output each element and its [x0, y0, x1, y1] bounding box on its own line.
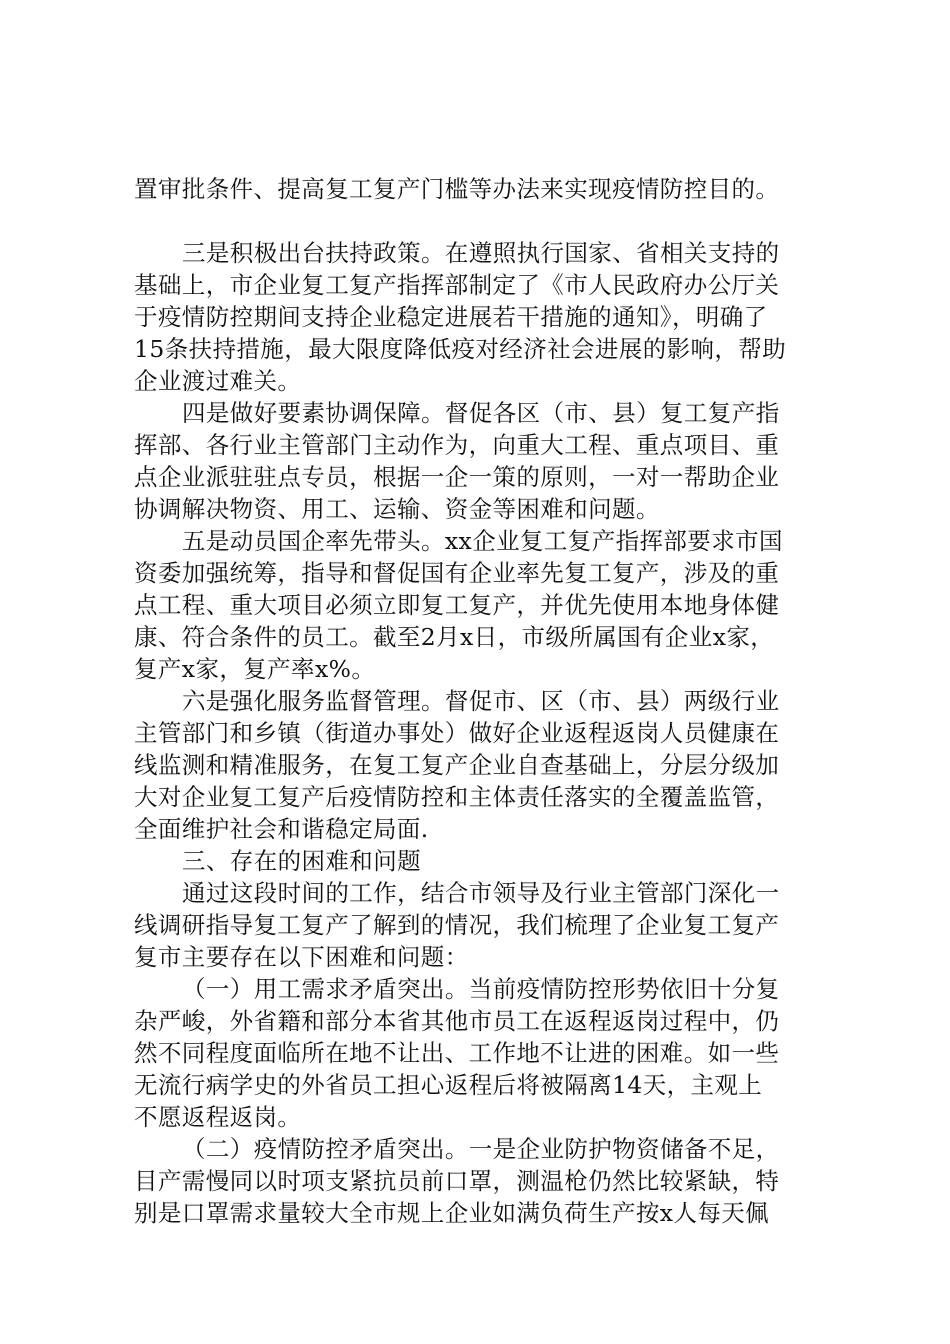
text-line: 全面维护社会和谐稳定局面.	[134, 815, 429, 843]
text-line: 协调解决物资、用工、运输、资金等困难和问题。	[134, 495, 660, 523]
text-line: 康、符合条件的员工。截至2月x日，市级所属国有企业x家，	[134, 623, 775, 651]
text-line: 15条扶持措施，最大限度降低疫对经济社会进展的影响，帮助	[134, 335, 787, 363]
paragraph-start-line: 四是做好要素协调保障。督促各区（市、县）复工复产指	[182, 399, 780, 427]
text-line: 目产需慢同以时项支紧抗员前口罩，测温枪仍然比较紧缺，特	[134, 1167, 780, 1195]
text-line: 然不同程度面临所在地不让出、工作地不让进的困难。如一些	[134, 1039, 780, 1067]
section-heading: 三、存在的困难和问题	[182, 847, 421, 875]
text-line: 企业渡过难关。	[134, 367, 302, 395]
text-line: 置审批条件、提高复工复产门槛等办法来实现疫情防控目的。	[134, 175, 780, 203]
subsection-start-line: （二）疫情防控矛盾突出。一是企业防护物资储备不足，	[182, 1135, 780, 1163]
text-line: 挥部、各行业主管部门主动作为，向重大工程、重点项目、重	[134, 431, 780, 459]
text-line: 不愿返程返岗。	[134, 1103, 302, 1131]
text-line: 线监测和精准服务，在复工复产企业自查基础上，分层分级加	[134, 751, 780, 779]
text-line: 点工程、重大项目必须立即复工复产，并优先使用本地身体健	[134, 591, 780, 619]
text-line: 基础上，市企业复工复产指挥部制定了《市人民政府办公厅关	[134, 271, 780, 299]
paragraph-start-line: 五是动员国企率先带头。xx企业复工复产指挥部要求市国	[182, 527, 783, 555]
text-line: 于疫情防控期间支持企业稳定进展若干措施的通知》，明确了	[134, 303, 768, 331]
paragraph-start-line: 通过这段时间的工作，结合市领导及行业主管部门深化一	[182, 879, 780, 907]
text-line: 复市主要存在以下困难和问题：	[134, 943, 469, 971]
text-line: 别是口罩需求量较大全市规上企业如满负荷生产按x人每天佩	[134, 1199, 770, 1227]
text-line: 杂严峻，外省籍和部分本省其他市员工在返程返岗过程中，仍	[134, 1007, 780, 1035]
text-line: 复产x家，复产率x%。	[134, 655, 376, 683]
text-line: 线调研指导复工复产了解到的情况，我们梳理了企业复工复产	[134, 911, 780, 939]
text-line: 无流行病学史的外省员工担心返程后将被隔离14天，主观上	[134, 1071, 763, 1099]
paragraph-start-line: 六是强化服务监督管理。督促市、区（市、县）两级行业	[182, 687, 780, 715]
text-line: 主管部门和乡镇（街道办事处）做好企业返程返岗人员健康在	[134, 719, 780, 747]
text-line: 大对企业复工复产后疫情防控和主体责任落实的全覆盖监管，	[134, 783, 780, 811]
paragraph-start-line: 三是积极出台扶持政策。在遵照执行国家、省相关支持的	[182, 239, 780, 267]
text-line: 点企业派驻驻点专员，根据一企一策的原则，一对一帮助企业	[134, 463, 780, 491]
subsection-start-line: （一）用工需求矛盾突出。当前疫情防控形势依旧十分复	[182, 975, 780, 1003]
text-line: 资委加强统筹，指导和督促国有企业率先复工复产，涉及的重	[134, 559, 780, 587]
